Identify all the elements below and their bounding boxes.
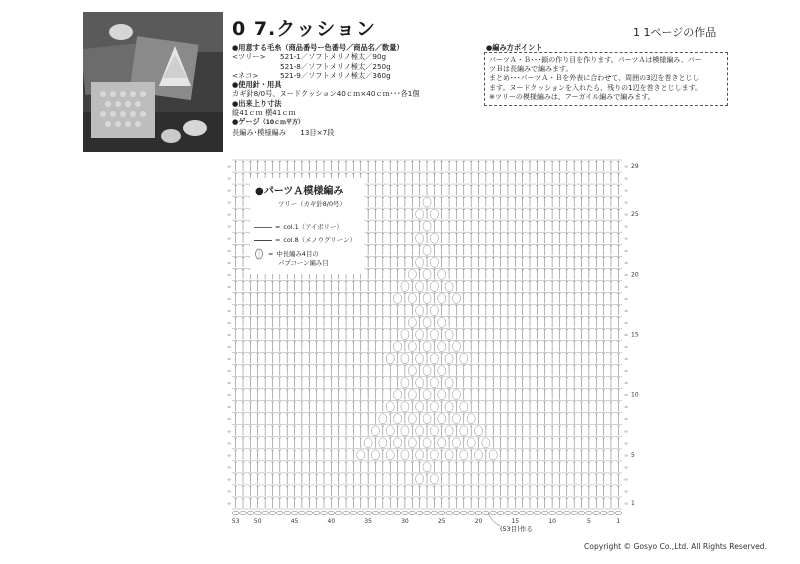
stitch-number-label: 40 [327,518,336,525]
popcorn-stitch [408,438,416,448]
howto-line: まとめ･･･パーツＡ・Ｂを外表に合わせて、周囲の3辺を巻きとじし [489,74,700,83]
chain-stitch [232,511,239,514]
popcorn-stitch [482,438,490,448]
popcorn-stitch [430,474,438,484]
popcorn-stitch [408,366,416,376]
chain-stitch [615,511,622,514]
turning-chain-mark: ∞ [624,236,629,243]
chain-stitch [424,511,431,514]
popcorn-stitch [386,426,394,436]
turning-chain-mark: ∞ [227,296,232,303]
popcorn-stitch [423,438,431,448]
popcorn-stitch [467,414,475,424]
popcorn-stitch [423,221,431,231]
tree-label: <ツリー> [232,52,266,62]
turning-chain-mark: ∞ [624,212,629,219]
materials-heading: ●用意する毛糸（商品番号ー色番号／商品名／数量） [232,43,404,52]
popcorn-stitch [445,426,453,436]
chain-stitch [313,511,320,514]
popcorn-stitch [489,450,497,460]
turning-chain-mark: ∞ [624,380,629,387]
chain-stitch [549,511,556,514]
chain-stitch [262,511,269,514]
chain-stitch [460,511,467,514]
foundation-chain-note: (53目)作る [500,525,533,533]
popcorn-stitch [416,209,424,219]
popcorn-stitch [438,341,446,351]
popcorn-stitch [408,317,416,327]
howto-line: パーツＡ・Ｂ･･･鎖の作り目を作ります。パーツＡは模様編み、パー [489,56,702,64]
popcorn-stitch [401,426,409,436]
popcorn-stitch [394,390,402,400]
stitch-number-label: 53 [231,518,240,525]
turning-chain-mark: ∞ [624,428,629,435]
popcorn-stitch [416,474,424,484]
popcorn-stitch [445,329,453,339]
popcorn-stitch [438,414,446,424]
turning-chain-mark: ∞ [227,308,232,315]
chain-stitch [541,511,548,514]
turning-chain-mark: ∞ [227,248,232,255]
chain-stitch [240,511,247,514]
chain-stitch [380,511,387,514]
popcorn-stitch [408,269,416,279]
popcorn-stitch [416,378,424,388]
stitch-number-label: 25 [437,518,446,525]
stitch-number-label: 10 [548,518,556,525]
popcorn-stitch [452,390,460,400]
chain-stitch [497,511,504,514]
howto-heading: ●編み方ポイント [486,43,543,52]
turning-chain-mark: ∞ [624,464,629,471]
stitch-number-label: 20 [474,518,483,525]
chain-stitch [527,511,534,514]
tools-heading: ●使用針・用具 [232,80,282,90]
chain-stitch [321,511,328,514]
popcorn-stitch [423,317,431,327]
popcorn-stitch [423,366,431,376]
popcorn-stitch [423,245,431,255]
chain-stitch [468,511,475,514]
chain-stitch [291,511,298,514]
chain-stitch [564,511,571,514]
size-text: 縦41ｃｍ 横41ｃｍ [232,108,296,118]
popcorn-stitch [379,414,387,424]
howto-line: ます。ヌードクッションを入れたら、残りの1辺を巻きとじします。 [489,83,703,92]
chain-stitch [453,511,460,514]
popcorn-stitch [460,426,468,436]
turning-chain-mark: ∞ [624,440,629,447]
popcorn-stitch [474,426,482,436]
chain-stitch [512,511,519,514]
turning-chain-mark: ∞ [227,392,232,399]
chain-stitch [299,511,306,514]
popcorn-stitch [445,281,453,291]
turning-chain-mark: ∞ [227,404,232,411]
turning-chain-mark: ∞ [227,260,232,267]
popcorn-stitch [460,354,468,364]
chain-stitch [350,511,357,514]
popcorn-stitch [394,414,402,424]
popcorn-stitch [452,438,460,448]
green-line-swatch [254,240,272,241]
turning-chain-mark: ∞ [624,332,629,339]
turning-chain-mark: ∞ [624,392,629,399]
chain-stitch [357,511,364,514]
legend-item-popcorn: = 中長編み4目の [254,248,319,260]
popcorn-stitch [423,293,431,303]
popcorn-stitch [445,450,453,460]
stitch-number-label: 15 [511,518,520,525]
howto-line: ツＢは長編みで編みます。 [489,65,573,74]
row-number-label: 1 [631,499,635,507]
popcorn-stitch [430,257,438,267]
turning-chain-mark: ∞ [227,380,232,387]
chain-stitch [328,511,335,514]
stitch-number-label: 50 [253,518,262,525]
popcorn-stitch [430,426,438,436]
cat-label: <ネコ> [232,70,259,80]
popcorn-stitch [416,354,424,364]
turning-chain-mark: ∞ [624,200,629,207]
page-title: 0 7.クッション [232,18,376,40]
popcorn-stitch [445,354,453,364]
popcorn-stitch [452,414,460,424]
turning-chain-mark: ∞ [227,500,232,507]
turning-chain-mark: ∞ [624,488,629,495]
popcorn-stitch [423,390,431,400]
popcorn-stitch [430,305,438,315]
row-number-label: 25 [631,211,639,219]
turning-chain-mark: ∞ [227,440,232,447]
turning-chain-mark: ∞ [227,236,232,243]
tree-yarn-2: 521-8／ソフトメリノ極太／250g [280,61,391,71]
turning-chain-mark: ∞ [624,344,629,351]
popcorn-stitch [401,354,409,364]
turning-chain-mark: ∞ [227,200,232,207]
chain-stitch [254,511,261,514]
popcorn-stitch [416,426,424,436]
chain-stitch [578,511,585,514]
chain-stitch [490,511,497,514]
stitch-number-label: 35 [364,518,372,525]
popcorn-stitch [474,450,482,460]
popcorn-stitch [408,293,416,303]
popcorn-stitch [379,438,387,448]
row-number-label: 15 [631,331,639,339]
popcorn-stitch [401,281,409,291]
row-number-label: 29 [631,163,639,171]
legend-title: ●パーツＡ模様編み [255,186,344,197]
popcorn-stitch [408,341,416,351]
turning-chain-mark: ∞ [227,224,232,231]
turning-chain-mark: ∞ [227,452,232,459]
row-number-label: 10 [631,391,639,399]
chain-stitch [475,511,482,514]
popcorn-stitch [430,329,438,339]
popcorn-stitch [423,414,431,424]
turning-chain-mark: ∞ [624,248,629,255]
row-number-label: 5 [631,451,635,459]
chain-stitch [600,511,607,514]
chain-stitch [402,511,409,514]
chain-stitch [571,511,578,514]
popcorn-stitch [394,438,402,448]
turning-chain-mark: ∞ [227,488,232,495]
popcorn-stitch [371,426,379,436]
turning-chain-mark: ∞ [624,368,629,375]
turning-chain-mark: ∞ [624,284,629,291]
chain-stitch [394,511,401,514]
tree-yarn-1: 521-1／ソフトメリノ極太／90g [280,52,387,62]
popcorn-stitch [438,366,446,376]
popcorn-stitch [423,197,431,207]
popcorn-stitch [371,450,379,460]
turning-chain-mark: ∞ [227,428,232,435]
cat-yarn-1: 521-9／ソフトメリノ極太／360g [280,70,391,80]
turning-chain-mark: ∞ [624,452,629,459]
chain-stitch [284,511,291,514]
popcorn-stitch [386,402,394,412]
chain-stitch [593,511,600,514]
size-heading: ●出来上り寸法 [232,98,282,108]
chain-stitch [247,511,254,514]
legend-item-ivory: = col.1（アイボリー） [254,222,343,231]
copyright-text: Copyright © Gosyo Co.,Ltd. All Rights Reserved. [584,542,768,551]
turning-chain-mark: ∞ [227,284,232,291]
chain-stitch [556,511,563,514]
turning-chain-mark: ∞ [624,404,629,411]
popcorn-stitch [438,390,446,400]
stitch-number-label: 5 [586,518,591,525]
gauge-text: 長編み･模様編み 13目×7段 [232,127,335,137]
chain-stitch [343,511,350,514]
popcorn-stitch [416,233,424,243]
turning-chain-mark: ∞ [227,464,232,471]
chain-stitch [372,511,379,514]
popcorn-stitch [430,378,438,388]
popcorn-stitch [394,341,402,351]
turning-chain-mark: ∞ [624,416,629,423]
chain-stitch [335,511,342,514]
popcorn-stitch [430,233,438,243]
popcorn-stitch [430,402,438,412]
turning-chain-mark: ∞ [227,320,232,327]
popcorn-stitch [423,269,431,279]
popcorn-stitch [430,209,438,219]
turning-chain-mark: ∞ [227,344,232,351]
chain-stitch [306,511,313,514]
turning-chain-mark: ∞ [624,308,629,315]
gauge-heading: ●ゲージ [232,117,260,127]
chain-stitch [269,511,276,514]
chain-stitch [416,511,423,514]
popcorn-stitch [430,354,438,364]
turning-chain-mark: ∞ [227,188,232,195]
gauge-heading-sub: （10ｃｍ平方） [259,119,305,127]
chain-stitch [519,511,526,514]
turning-chain-mark: ∞ [227,212,232,219]
turning-chain-mark: ∞ [624,272,629,279]
turning-chain-mark: ∞ [624,320,629,327]
turning-chain-mark: ∞ [624,476,629,483]
turning-chain-mark: ∞ [227,176,232,183]
popcorn-stitch [460,402,468,412]
popcorn-stitch [438,269,446,279]
popcorn-stitch [423,341,431,351]
turning-chain-mark: ∞ [227,476,232,483]
popcorn-stitch [408,390,416,400]
turning-chain-mark: ∞ [624,296,629,303]
chain-stitch [431,511,438,514]
popcorn-stitch [452,293,460,303]
popcorn-stitch [401,329,409,339]
popcorn-stitch [408,414,416,424]
chain-stitch [387,511,394,514]
popcorn-stitch [386,450,394,460]
popcorn-stitch [423,462,431,472]
turning-chain-mark: ∞ [227,356,232,363]
popcorn-stitch [416,281,424,291]
stitch-number-label: 1 [616,518,621,525]
turning-chain-mark: ∞ [624,356,629,363]
turning-chain-mark: ∞ [624,500,629,507]
chain-stitch [409,511,416,514]
popcorn-stitch [416,329,424,339]
popcorn-stitch [430,281,438,291]
popcorn-stitch [438,438,446,448]
popcorn-stitch [452,341,460,351]
stitch-number-label: 45 [290,518,299,525]
chain-stitch [586,511,593,514]
chain-stitch [446,511,453,514]
popcorn-stitch [394,293,402,303]
popcorn-stitch [401,402,409,412]
chain-stitch [608,511,615,514]
popcorn-stitch [416,402,424,412]
popcorn-stitch [357,450,365,460]
popcorn-stitch [445,378,453,388]
popcorn-stitch [416,450,424,460]
chain-stitch [277,511,284,514]
popcorn-stitch [430,450,438,460]
popcorn-stitch [364,438,372,448]
turning-chain-mark: ∞ [624,260,629,267]
tools-text: カギ針8/0号、ヌードクッション40ｃｍ×40ｃｍ･･･各1個 [232,89,420,99]
turning-chain-mark: ∞ [624,188,629,195]
row-number-label: 20 [631,271,639,279]
popcorn-stitch [401,378,409,388]
popcorn-stitch [416,257,424,267]
chain-stitch [438,511,445,514]
legend-item-green: = col.8（メノウグリーン） [254,235,356,244]
ivory-line-swatch [254,227,272,228]
popcorn-stitch-icon [254,248,264,260]
turning-chain-mark: ∞ [624,164,629,171]
turning-chain-mark: ∞ [227,368,232,375]
chain-stitch [365,511,372,514]
turning-chain-mark: ∞ [227,164,232,171]
chart-legend [250,178,364,274]
legend-item-popcorn-cont: パプコーン編み目 [278,259,329,267]
turning-chain-mark: ∞ [227,416,232,423]
howto-line: ※ツリーの模様編みは、アーガイル編みで編みます。 [489,92,655,101]
turning-chain-mark: ∞ [227,332,232,339]
popcorn-stitch [401,450,409,460]
chain-stitch [505,511,512,514]
foundation-note-pointer [488,513,500,526]
page-reference: 1 1ページの作品 [633,26,717,39]
turning-chain-mark: ∞ [227,272,232,279]
stitch-number-label: 30 [401,518,409,525]
popcorn-stitch [386,354,394,364]
popcorn-stitch [460,450,468,460]
popcorn-stitch [438,317,446,327]
popcorn-stitch [416,305,424,315]
legend-subtitle: ツリー（カギ針8/0号） [278,200,346,208]
popcorn-stitch [467,438,475,448]
turning-chain-mark: ∞ [624,224,629,231]
turning-chain-mark: ∞ [624,176,629,183]
popcorn-stitch [438,293,446,303]
popcorn-stitch [445,402,453,412]
chain-stitch [534,511,541,514]
